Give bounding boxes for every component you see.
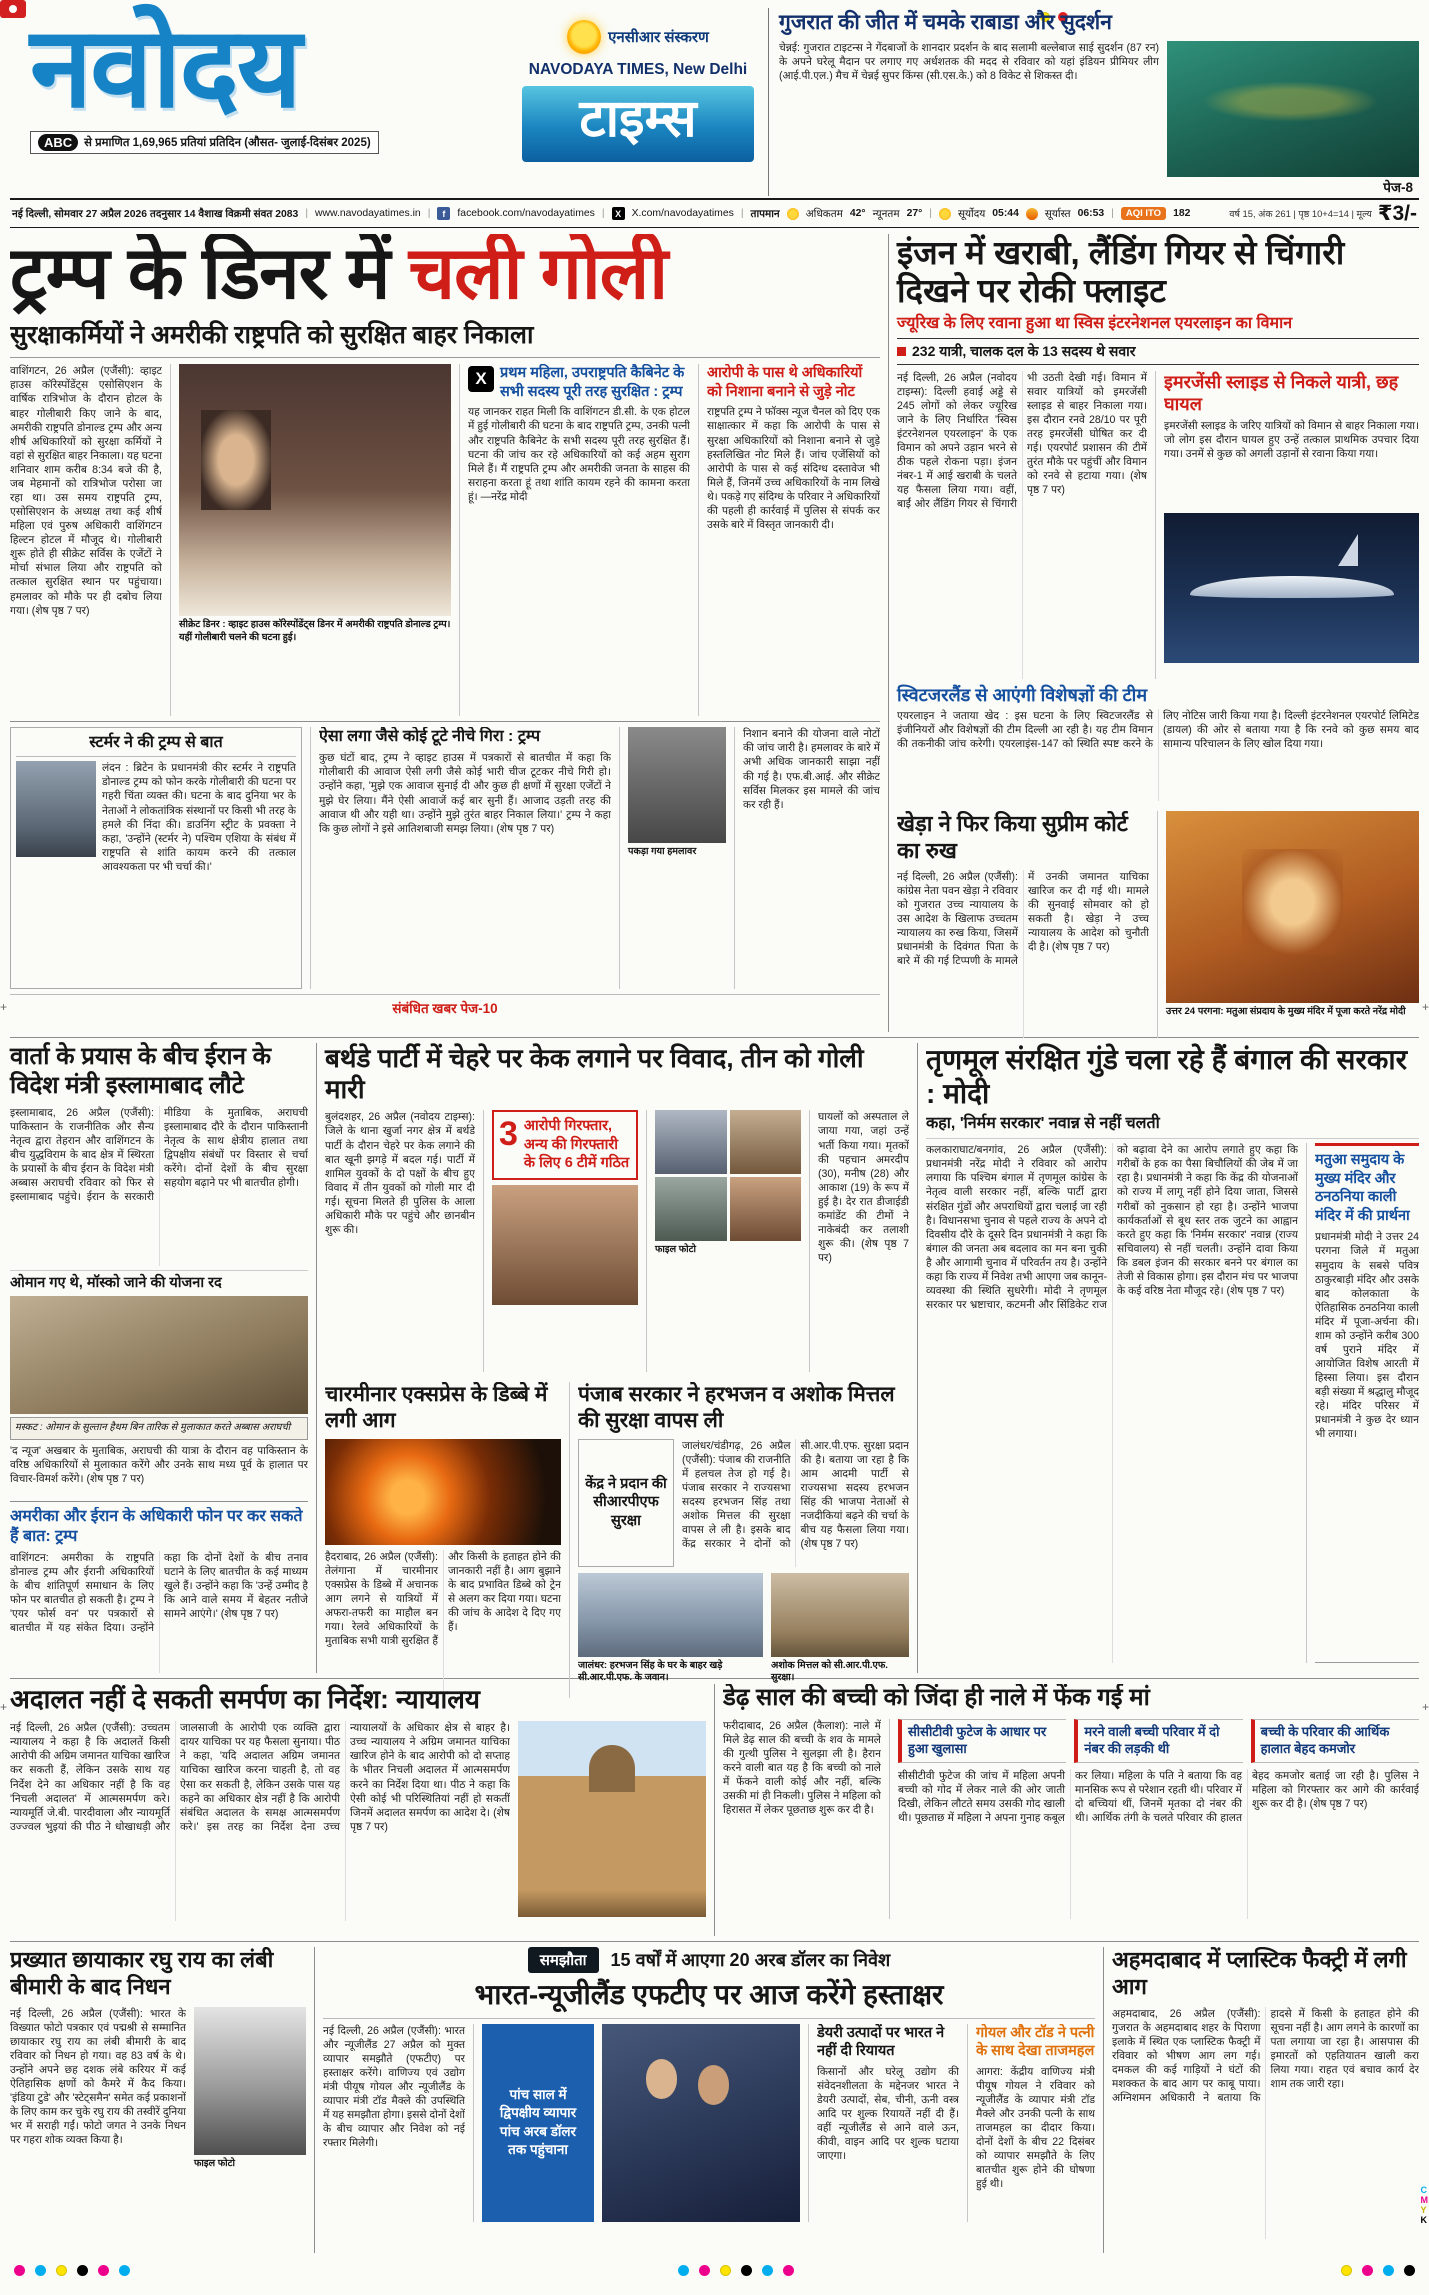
newspaper-logo-times: टाइम्स bbox=[522, 86, 754, 162]
taj-box bbox=[976, 2024, 1095, 2222]
article-body: नई दिल्ली, 26 अप्रैल (एजैंसी): भारत के विख्यात फोटो पत्रकार एवं पद्मश्री से सम्मानित छायाकार रघु राय का लंबी बीमारी के बाद रविवार को निधन हो गया। वह 83 वर्ष के थे। उन्होंने अपने छह दशक लंबे करियर में कई ऐतिहासिक क्षणों को कैमरे में कैद किया। 'इंडिया टुडे' और 'स्टेट्समैन' समेत कई प्रकाशनों के लिए काम कर चुके रघु राय की तस्वीरें दुनिया भर में सराही गईं। फोटो जगत ने उनके निधन पर गहरा शोक व्यक्त किया है। bbox=[10, 2007, 186, 2147]
facebook-icon: f bbox=[437, 207, 450, 220]
right-column bbox=[897, 234, 1419, 1032]
article-headline: इंजन में खराबी, लैंडिंग गियर से चिंगारी दिखने पर रोकी फ्लाइट bbox=[897, 234, 1345, 310]
article-punjab-security bbox=[578, 1382, 909, 1697]
box-body: लंदन : ब्रिटेन के प्रधानमंत्री कीर स्टर्मर ने राष्ट्रपति डोनाल्ड ट्रम्प को फोन करके गोलीबारी की घटना पर गहरी चिंता व्यक्त की। घटना के बाद दुनिया भर के नेताओं ने लोकतांत्रिक संस्थानों पर किसी भी तरह के हमले की निंदा की। डाउनिंग स्ट्रीट के प्रवक्ता ने कहा, 'उन्होंने (स्टर्मर ने) पश्चिम एशिया के संबंध में राष्ट्रपति से शांति कायम करने की तत्काल आवश्यकता पर भी चर्चा की।' bbox=[102, 762, 296, 873]
side-note: निशान बनाने की योजना वाले नोटों की जांच जारी है। हमलावर के बारे में अभी अधिक जानकारी साझा नहीं की गई है। एफ.बी.आई. और सीक्रेट सर्विस मिलकर इस मामले की जांच कर रही हैं। bbox=[743, 728, 880, 811]
box-headline: आरोपी के पास थे अधिकारियों को निशाना बनाने से जुड़े नोट bbox=[707, 365, 863, 400]
airplane-photo bbox=[1164, 513, 1419, 663]
article-body: वाशिंगटन: अमरीका के राष्ट्रपति डोनाल्ड ट्रम्प और ईरानी अधिकारियों के बीच शांतिपूर्ण समाधान के लिए फोन पर बातचीत हो सकती है। ट्रम्प ने 'एयर फोर्स वन' पर पत्रकारों से बातचीत में यह संकेत दिया। उन्होंने कहा कि दोनों देशों के बीच तनाव घटाने के लिए बातचीत के कई माध्यम खुले हैं। उन्होंने कहा कि 'उन्हें उम्मीद है कि आने वाले समय में बेहतर नतीजे सामने आएंगे।' (शेष पृष्ठ 7 पर) bbox=[10, 1551, 308, 1635]
trump-dinner-photo bbox=[179, 364, 451, 616]
edition-label: एनसीआर संस्करण bbox=[608, 29, 709, 46]
registration-dots-right bbox=[1341, 2265, 1415, 2276]
modi-temple-photo bbox=[1166, 811, 1419, 1003]
box-body: इमरजेंसी स्लाइड के जरिए यात्रियों को विमान से बाहर निकाला गया। जो लोग इस दौरान घायल हुए उन्हें तत्काल प्राथमिक उपचार दिया गया। उनमें से कुछ को अगली उड़ानों से रवाना किया गया। bbox=[1164, 419, 1419, 460]
registration-dot bbox=[1383, 2265, 1394, 2276]
article-body: अहमदाबाद, 26 अप्रैल (एजैंसी): गुजरात के अहमदाबाद शहर के पिराणा इलाके में स्थित एक प्लास्टिक फैक्ट्री में रविवार को भीषण आग लग गई। दमकल की कई गाड़ियों ने घंटों की मशक्कत के बाद आग पर काबू पाया। अग्निशमन अधिकारी ने बताया कि हादसे में किसी के हताहत होने की सूचना नहीं है। आग लगने के कारणों का पता लगाया जा रहा है। आसपास की इमारतों को एहतियातन खाली करा लिया गया। राहत एवं बचाव कार्य देर शाम तक जारी रहा। bbox=[1112, 2007, 1419, 2105]
article-headline: अमरीका और ईरान के अधिकारी फोन पर कर सकते हैं बात: ट्रम्प bbox=[10, 1507, 303, 1545]
registration-dot bbox=[119, 2265, 130, 2276]
box-headline: स्टर्मर ने की ट्रम्प से बात bbox=[16, 733, 296, 757]
article-body: इस्लामाबाद, 26 अप्रैल (एजैंसी): पाकिस्तान के राजनीतिक और सैन्य नेतृत्व द्वारा तेहरान और वाशिंगटन के बीच युद्धविराम के बाद क्षेत्र में स्थिरता के प्रयासों के बीच ईरान के विदेश मंत्री अब्बास अराघची रविवार को फिर से इस्लामाबाद पहुंचे। ईरान के सरकारी मीडिया के मुताबिक, अराघची इस्लामाबाद दौरे के दौरान पाकिस्तानी नेतृत्व के साथ क्षेत्रीय हालात तथा द्विपक्षीय संबंधों पर विस्तार से चर्चा करेंगे। दोनों देशों के बीच सुरक्षा सहयोग बढ़ाने पर भी बातचीत होगी। bbox=[10, 1106, 308, 1204]
article-body-cont: 'द न्यूज' अखबार के मुताबिक, अराघची की यात्रा के दौरान वह पाकिस्तान के वरिष्ठ अधिकारियों से मुलाकात करेंगे और उनके साथ मध्य पूर्व के हालात पर विचार-विमर्श करेंगे। (शेष पृष्ठ 7 पर) bbox=[10, 1444, 308, 1486]
article-birthday-shooting bbox=[325, 1043, 909, 1372]
article-train-fire bbox=[325, 1382, 561, 1697]
box-headline: ऐसा लगा जैसे कोई टूटे नीचे गिरा : ट्रम्प bbox=[319, 728, 541, 746]
article-headline: प्रख्यात छायाकार रघु राय का लंबी बीमारी के बाद निधन bbox=[10, 1947, 274, 1999]
registration-dot bbox=[699, 2265, 710, 2276]
newspaper-logo-english: NAVODAYA TIMES, New Delhi bbox=[528, 61, 748, 78]
bottom-section bbox=[10, 1947, 1419, 2253]
article-body-cont: घायलों को अस्पताल ले जाया गया, जहां उन्हें भर्ती किया गया। मृतकों की पहचान अमरदीप (30), मनीष (28) और आकाश (19) के रूप में हुई है। देर रात डीजाईडी कमांडेंट की टीमों ने नाकेबंदी कर तलाशी शुरू की। (शेष पृष्ठ 7 पर) bbox=[818, 1111, 909, 1265]
cmyk-letter: K bbox=[1420, 2215, 1427, 2225]
cricket-photo bbox=[1167, 41, 1419, 177]
article-kheda bbox=[897, 811, 1149, 1038]
fta-topline: 15 वर्षों में आएगा 20 अरब डॉलर का निवेश bbox=[610, 1949, 891, 1970]
article-supreme-court bbox=[10, 1684, 706, 1936]
x-icon: X bbox=[612, 207, 625, 220]
temperature-icon bbox=[787, 208, 799, 220]
court-section bbox=[10, 1684, 1419, 1936]
article-body-cont: सीसीटीवी फुटेज की जांच में महिला अपनी बच्ची को गोद में लेकर नाले की ओर जाती दिखी, लेकिन लौटते समय उसकी गोद खाली थी। पूछताछ में महिला ने अपना गुनाह कबूल कर लिया। महिला के पति ने बताया कि वह मानसिक रूप से परेशान रहती थी। परिवार में दो बच्चियां थीं, जिनमें मृतका दो नंबर की थी। आर्थिक तंगी के चलते परिवार की हालत बेहद कमजोर बताई जा रही है। पुलिस ने महिला को गिरफ्तार कर आगे की कार्रवाई शुरू कर दी है। (शेष पृष्ठ 7 पर) bbox=[898, 1769, 1419, 1824]
arrest-count-box: 3 आरोपी गिरफ्तार, अन्य की गिरफ्तारी के लिए 6 टीमें गठित bbox=[492, 1110, 638, 1180]
sun-icon bbox=[567, 20, 601, 54]
photo-caption: फाइल फोटो bbox=[655, 1244, 696, 1256]
registration-dot bbox=[56, 2265, 67, 2276]
suspect-photo bbox=[655, 1177, 727, 1241]
abc-badge: ABC bbox=[38, 134, 78, 151]
top-news-brief bbox=[768, 8, 1419, 196]
box-headline: प्रथम महिला, उपराष्ट्रपति कैबिनेट के सभी सदस्य पूरी तरह सुरक्षित : ट्रम्प bbox=[500, 365, 685, 400]
modi-sidebar bbox=[1315, 1143, 1419, 1663]
punjab-figure bbox=[578, 1573, 763, 1685]
x-logo-icon: X bbox=[468, 366, 494, 392]
circulation-text: से प्रमाणित 1,69,965 प्रतियां प्रतिदिन (औसत- जुलाई-दिसंबर 2025) bbox=[84, 136, 371, 149]
photo-caption: फाइल फोटो bbox=[194, 2157, 235, 2169]
dairy-box bbox=[817, 2024, 959, 2222]
registration-dot bbox=[35, 2265, 46, 2276]
photo-caption: मस्कट : ओमान के सुल्तान हैथम बिन तारिक से मुलाकात करते अब्बास अराघची bbox=[10, 1417, 308, 1440]
article-subhead: ज्यूरिख के लिए रवाना हुआ था स्विस इंटरनेशनल एयरलाइन का विमान bbox=[897, 314, 1293, 332]
article-body: बुलंदशहर, 26 अप्रैल (नवोदय टाइम्स): जिले के थाना खुर्जा नगर क्षेत्र में बर्थडे पार्टी के दौरान चेहरे पर केक लगाने की बात खूनी झगड़े में बदल गई। पार्टी में शामिल युवकों के दो पक्षों के बीच हुए विवाद में तीन युवकों को गोली मार दी गई। सूचना मिलते ही पुलिस के आला अधिकारी मौके पर पहुंचे और छानबीन शुरू की। bbox=[325, 1111, 475, 1236]
highlight-box: बच्ची के परिवार की आर्थिक हालात बेहद कमजोर bbox=[1251, 1719, 1419, 1763]
facebook-link[interactable]: facebook.com/navodayatimes bbox=[457, 208, 595, 219]
front-page-content bbox=[10, 234, 1419, 2253]
mittal-photo bbox=[771, 1573, 909, 1657]
temp-min-label: न्यूनतम bbox=[872, 208, 900, 220]
article-headline: अहमदाबाद में प्लास्टिक फैक्ट्री में लगी आग bbox=[1112, 1947, 1407, 1999]
price: ₹3/- bbox=[1377, 202, 1417, 225]
main-headline: ट्रम्प के डिनर में चली गोली bbox=[10, 234, 668, 314]
photo-caption: उत्तर 24 परगना: मतुआ संप्रदाय के मुख्य मंदिर में पूजा करते नरेंद्र मोदी bbox=[1166, 1006, 1406, 1018]
registration-dot bbox=[783, 2265, 794, 2276]
raghu-rai-photo bbox=[194, 2007, 306, 2155]
article-body: नई दिल्ली, 26 अप्रैल (एजैंसी): भारत और न्यूजीलैंड 27 अप्रैल को मुक्त व्यापार समझौते (एफटीए) पर हस्ताक्षर करेंगे। वाणिज्य एवं उद्योग मंत्री पीयूष गोयल और न्यूजीलैंड के व्यापार मंत्री टॉड मैक्ले की उपस्थिति में यह समझौता होगा। इससे दोनों देशों के बीच व्यापार और निवेश को नई रफ्तार मिलेगी। bbox=[323, 2024, 465, 2150]
article-body: कलकाराघाट/बनगांव, 26 अप्रैल (एजैंसी): प्रधानमंत्री नरेंद्र मोदी ने रविवार को आरोप लगाया कि पश्चिम बंगाल में तृणमूल कांग्रेस के नेतृत्व वाली सरकार नहीं, बल्कि पार्टी द्वारा संरक्षित गुंडों और अपराधियों द्वारा चलाई जा रही है। विधानसभा चुनाव से पहले राज्य के अपने दो दिवसीय दौरे के दूसरे दिन प्रधानमंत्री ने कहा कि बंगाल की जनता अब बदलाव का मन बना चुकी है और आगामी चुनाव में परिवर्तन तय है। उन्होंने कहा कि राज्य में निवेश तभी आएगा जब कानून-व्यवस्था की स्थिति सुधरेगी। मोदी ने तृणमूल सरकार पर भ्रष्टाचार, कटमनी और सिंडिकेट राज को बढ़ावा देने का आरोप लगाते हुए कहा कि गरीबों के हक का पैसा बिचौलियों की जेब में जा रहा है। प्रधानमंत्री ने कहा कि केंद्र की योजनाओं को राज्य में लागू नहीं होने दिया जाता, जिससे गरीबों को नुकसान हो रहा है। उन्होंने भाजपा कार्यकर्ताओं से बूथ स्तर तक जुटने का आह्वान करते हुए कहा कि 'निर्मम सरकार' नवान्न (राज्य सचिवालय) से नहीं चलती। उन्होंने दावा किया कि डबल इंजन की सरकार बनने पर बंगाल का तेजी से विकास होगा। इस दौरान मंच पर भाजपा के कई वरिष्ठ नेता मौजूद रहे। (शेष पृष्ठ 7 पर) bbox=[926, 1144, 1298, 1312]
article-headline: वार्ता के प्रयास के बीच ईरान के विदेश मंत्री इस्लामाबाद लौटे bbox=[10, 1043, 272, 1099]
article-headline: खेड़ा ने फिर किया सुप्रीम कोर्ट का रुख bbox=[897, 811, 1128, 863]
modi-figure bbox=[1166, 811, 1419, 1038]
registration-dot bbox=[14, 2265, 25, 2276]
fact-strip: 232 यात्री, चालक दल के 13 सदस्य थे सवार bbox=[897, 338, 1419, 365]
brief-headline: गुजरात की जीत में चमके राबाडा और सुदर्शन bbox=[779, 11, 1112, 34]
temp-max-label: अधिकतम bbox=[805, 208, 843, 220]
cmyk-letter: C bbox=[1420, 2185, 1427, 2195]
masthead bbox=[10, 5, 1419, 196]
dateline-bar: नई दिल्ली, सोमवार 27 अप्रैल 2026 तदनुसार 14 वैशाख विक्रमी संवत 2083 | www.navodayatimes.in | f facebook.com/navodayatimes | X X.com/navodayatimes | तापमान अधिकतम 42° न्यूनतम 27° | सूर्योदय 05:44 सूर्यास्त 06:53 | AQI ITO 182 वर्ष 15, अंक 261 | पृष्ठ 10+4=14 | मूल्य ₹3/- bbox=[10, 198, 1419, 228]
box-headline: इमरजेंसी स्लाइड से निकले यात्री, छह घायल bbox=[1164, 371, 1399, 415]
article-headline: बर्थडे पार्टी में चेहरे पर केक लगाने पर विवाद, तीन को गोली मारी bbox=[325, 1043, 864, 1105]
agreement-badge: समझौता bbox=[528, 1947, 599, 1973]
sidebar-body: प्रधानमंत्री मोदी ने उत्तर 24 परगना जिले में मतुआ समुदाय के सबसे पवित्र ठाकुरबाड़ी मंदिर और उसके बाद कोलकाता के ऐतिहासिक ठनठनिया काली मंदिर में पूजा-अर्चना की। शाम को उन्होंने करीब 300 वर्ष पुराने मंदिर में आयोजित विशेष आरती में हिस्सा लिया। इस दौरान बड़ी संख्या में श्रद्धालु मौजूद रहे। मंदिर परिसर में प्रधानमंत्री ने कुछ देर ध्यान भी लगाया। bbox=[1315, 1231, 1419, 1441]
lead-section bbox=[10, 234, 1419, 1032]
highlight-box: मरने वाली बच्ची परिवार में दो नंबर की लड़की थी bbox=[1074, 1719, 1242, 1763]
article-modi-bengal bbox=[926, 1043, 1419, 1673]
temp-max-value: 42° bbox=[849, 208, 866, 219]
photo-caption: जालंधर: हरभजन सिंह के घर के बाहर खड़े सी.आर.पी.एफ. के जवान। bbox=[578, 1659, 723, 1683]
arrest-box-column bbox=[492, 1110, 638, 1372]
lead-photo-figure bbox=[179, 364, 451, 716]
suspect-photo bbox=[730, 1110, 802, 1174]
sub-bold-line: ओमान गए थे, मॉस्को जाने की योजना रद bbox=[10, 1270, 308, 1293]
raghu-figure bbox=[194, 2007, 306, 2245]
drain-right-block bbox=[898, 1719, 1419, 1919]
website-link[interactable]: www.navodayatimes.in bbox=[315, 208, 421, 219]
related-story-reference: संबंधित खबर पेज-10 bbox=[10, 994, 880, 1017]
cmyk-strip bbox=[1421, 2186, 1429, 2225]
photo-caption: सीक्रेट डिनर : व्हाइट हाउस कॉरेस्पोंडेंट्स डिनर में अमरीकी राष्ट्रपति डोनाल्ड ट्रम्प। यहीं गोलीबारी चलने की घटना हुई। bbox=[179, 619, 451, 643]
article-infant-drain bbox=[723, 1684, 1419, 1936]
box-body: राष्ट्रपति ट्रम्प ने फॉक्स न्यूज चैनल को दिए एक साक्षात्कार में कहा कि आरोपी के पास से सुरक्षा अधिकारियों को निशाना बनाने से जुड़े हस्तलिखित नोट मिले हैं। जांच एजेंसियों को आरोपी के पास से कई संदिग्ध दस्तावेज भी मिले हैं, जिनमें उच्च अधिकारियों के नाम लिखे थे। पकड़े गए संदिग्ध के परिवार ने अधिकारियों की पहली ही कार्रवाई में पुलिस से संपर्क कर उसके बारे में विस्तृत जानकारी दी। bbox=[707, 406, 880, 532]
target-box: पांच साल में द्विपक्षीय व्यापार पांच अरब डॉलर तक पहुंचाना bbox=[482, 2024, 594, 2222]
temperature-label: तापमान bbox=[750, 208, 780, 220]
sub-article-body: एयरलाइन ने जताया खेद : इस घटना के लिए स्विटजरलैंड से इंजीनियरों और विशेषज्ञों की टीम दिल्ली आ रही है। यह टीम विमान की तकनीकी जांच करेगी। एयरलाइंस-147 को स्थिति स्पष्ट करने के लिए नोटिस जारी किया गया है। दिल्ली इंटरनेशनल एयरपोर्ट लिमिटेड (डायल) की ओर से बताया गया है कि रनवे को कुछ समय बाद सामान्य परिचालन के लिए खोल दिया गया। bbox=[897, 710, 1419, 751]
article-headline: अदालत नहीं दे सकती समर्पण का निर्देश: न्यायालय bbox=[10, 1684, 480, 1714]
brief-body: चेन्नई: गुजरात टाइटन्स ने गेंदबाजों के शानदार प्रदर्शन के बाद सलामी बल्लेबाज साई सुदर्शन (87 रन) के अपने घरेलू मैदान पर लगाए गए अर्धशतक की मदद से रविवार को यहां इंडियन प्रीमियर लीग (आई.पी.एल.) मैच में चेन्नई सुपर किंग्स (सी.एस.के.) को 8 विकेट से शिकस्त दी। bbox=[779, 41, 1159, 82]
article-iran bbox=[10, 1043, 308, 1496]
notes-box bbox=[707, 364, 880, 716]
iran-column bbox=[10, 1043, 308, 1673]
iran-meeting-photo bbox=[10, 1296, 308, 1414]
registration-dot bbox=[77, 2265, 88, 2276]
middle-section bbox=[10, 1043, 1419, 1683]
main-subhead: सुरक्षाकर्मियों ने अमरीकी राष्ट्रपति को सुरक्षित बाहर निकाला bbox=[10, 317, 880, 358]
article-body: नई दिल्ली, 26 अप्रैल (एजैंसी): कांग्रेस नेता पवन खेड़ा ने रविवार को गुजरात उच्च न्यायालय के उस आदेश के खिलाफ उच्चतम न्यायालय का रुख किया, जिसमें प्रधानमंत्री के दिवंगत पिता के बारे में की गई टिप्पणी के मामले में उनकी जमानत याचिका खारिज कर दी गई थी। मामले की सुनवाई सोमवार को हो सकती है। खेड़ा ने उच्च न्यायालय के आदेश को चुनौती दी है। (शेष पृष्ठ 7 पर) bbox=[897, 870, 1149, 968]
sunset-time: 06:53 bbox=[1077, 208, 1105, 219]
page-reference: पेज-8 bbox=[1383, 180, 1413, 195]
register-mark: + bbox=[0, 1000, 8, 1014]
register-mark: + bbox=[1421, 1700, 1429, 1714]
article-headline: डेढ़ साल की बच्ची को जिंदा ही नाले में फेंक गई मां bbox=[723, 1684, 1150, 1711]
sidebar-headline: मतुआ समुदाय के मुख्य मंदिर और ठनठनिया काली मंदिर में की प्रार्थना bbox=[1315, 1152, 1410, 1224]
box-headline: डेयरी उत्पादों पर भारत ने नहीं दी रियायत bbox=[817, 2024, 945, 2060]
issue-info: वर्ष 15, अंक 261 | पृष्ठ 10+4=14 | मूल्य bbox=[1229, 207, 1372, 219]
article-raghu-rai bbox=[10, 1947, 306, 2253]
abc-certification bbox=[30, 131, 379, 154]
suspect-photos-column bbox=[655, 1110, 801, 1372]
arrest-count: 3 bbox=[499, 1115, 518, 1154]
registration-dot bbox=[741, 2265, 752, 2276]
photo-caption: पकड़ा गया हमलावर bbox=[628, 846, 697, 858]
newspaper-logo-hindi: नवोदय bbox=[30, 5, 300, 130]
article-ahmedabad-fire bbox=[1112, 1947, 1419, 2253]
starmer-photo bbox=[16, 761, 96, 857]
suspect-photo bbox=[730, 1177, 802, 1241]
sunset-icon bbox=[1026, 208, 1038, 220]
fta-topline-row bbox=[323, 1947, 1095, 1973]
box-headline: गोयल और टॉड ने पत्नी के साथ देखा ताजमहल bbox=[976, 2024, 1095, 2060]
registration-dots-center bbox=[678, 2265, 794, 2276]
aqi-value: 182 bbox=[1173, 208, 1191, 219]
article-headline: तृणमूल संरक्षित गुंडे चला रहे हैं बंगाल की सरकार : मोदी bbox=[926, 1044, 1408, 1109]
aqi-badge: AQI ITO bbox=[1121, 207, 1166, 220]
cmyk-letter: M bbox=[1420, 2195, 1428, 2205]
article-body: जालंधर/चंडीगढ़, 26 अप्रैल (एजैंसी): पंजाब की राजनीति में हलचल तेज हो गई है। पंजाब सरकार ने राज्यसभा सदस्य हरभजन सिंह तथा अशोक मित्तल की सुरक्षा वापस ले ली है। इसके बाद केंद्र सरकार ने दोनों को सी.आर.पी.एफ. सुरक्षा प्रदान की है। बताया जा रहा है कि आम आदमी पार्टी से राज्यसभा सदस्य हरभजन सिंह की भाजपा नेताओं से नजदीकियां बढ़ने की चर्चा के बीच यह फैसला लिया गया। (शेष पृष्ठ 7 पर) bbox=[682, 1439, 909, 1551]
print-registration-footer bbox=[10, 2261, 1419, 2279]
article-subhead: कहा, 'निर्मम सरकार' नवान्न से नहीं चलती bbox=[926, 1114, 1419, 1139]
article-body: फरीदाबाद, 26 अप्रैल (कैलाश): नाले में मिले डेढ़ साल की बच्ची के शव के मामले की गुत्थी पुलिस ने सुलझा ली है। हैरान करने वाली बात यह है कि बच्ची को नाले में फेंकने वाली कोई और नहीं, बल्कि उसकी मां ही निकली। पुलिस ने महिला को हिरासत में लेकर पूछताछ शुरू कर दी है। bbox=[723, 1719, 881, 1817]
masthead-logo-block bbox=[10, 5, 508, 196]
flight-right-box bbox=[1164, 371, 1419, 679]
register-mark: + bbox=[1421, 1000, 1429, 1014]
masthead-center bbox=[522, 8, 754, 196]
suspect-photo bbox=[655, 1110, 727, 1174]
article-us-iran-talks bbox=[10, 1507, 308, 1673]
registration-dot bbox=[678, 2265, 689, 2276]
article-body: वाशिंगटन, 26 अप्रैल (एजैंसी): व्हाइट हाउस कॉरेस्पोंडेंट्स एसोसिएशन के वार्षिक रात्रिभोज के दौरान होटल के बाहर गोलीबारी किए जाने के बाद, अमरीकी राष्ट्रपति डोनाल्ड ट्रम्प और अन्य शीर्ष अधिकारियों को सुरक्षा कर्मियों ने वहां से सुरक्षित बाहर निकाला। यह घटना शनिवार शाम करीब 8:34 बजे की है, जब मेहमानों को रात्रिभोज परोसा जा रहा था। उस समय राष्ट्रपति ट्रम्प, एसोसिएशन के अध्यक्ष तथा कई शीर्ष महिला एवं पुरुष अधिकारी वाशिंगटन हिल्टन होटल में मौजूद थे। गोलीबारी शुरू होते ही सीक्रेट सर्विस के एजेंटों ने मोर्चा संभाल लिया और राष्ट्रपति को तत्काल सुरक्षित स्थान पर पहुंचाया। हमलावर को मौके पर ही दबोच लिया गया। (शेष पृष्ठ 7 पर) bbox=[10, 365, 162, 617]
registration-dot bbox=[762, 2265, 773, 2276]
article-headline: चारमीनार एक्सप्रेस के डिब्बे में लगी आग bbox=[325, 1383, 548, 1432]
crpf-box: केंद्र ने प्रदान की सीआरपीएफ सुरक्षा bbox=[578, 1439, 674, 1567]
registration-dots-left bbox=[14, 2265, 130, 2276]
sub-article-headline: स्विटजरलैंड से आएंगी विशेषज्ञों की टीम bbox=[897, 684, 1148, 705]
sunset-label: सूर्यास्त bbox=[1044, 208, 1071, 220]
suspect-photo bbox=[492, 1185, 638, 1305]
article-trump-shooting bbox=[10, 234, 880, 1032]
registration-dot bbox=[1404, 2265, 1415, 2276]
attacker-photo bbox=[628, 727, 726, 843]
highlight-box: सीसीटीवी फुटेज के आधार पर हुआ खुलासा bbox=[898, 1719, 1066, 1763]
box-body: किसानों और घरेलू उद्योग की संवेदनशीलता के मद्देनजर भारत ने डेयरी उत्पादों, सेब, चीनी, ऊनी वस्त्र आदि पर शुल्क रियायतें नहीं दी हैं। वहीं न्यूजीलैंड से आने वाले ऊन, कीवी, वाइन आदि पर शुल्क घटाया जाएगा। bbox=[817, 2065, 959, 2163]
box-body: आगरा: केंद्रीय वाणिज्य मंत्री पीयूष गोयल ने रविवार को न्यूजीलैंड के व्यापार मंत्री टॉड मैक्ले और उनकी पत्नी के साथ ताजमहल का दीदार किया। दोनों देशों के बीच 22 दिसंबर को व्यापार समझौते के लिए बातचीत शुरू होने की घोषणा हुई थी। bbox=[976, 2065, 1095, 2191]
starmer-box bbox=[10, 727, 302, 989]
photo-caption: अशोक मित्तल को सी.आर.पी.एफ. सुरक्षा। bbox=[771, 1659, 888, 1683]
quote-box bbox=[319, 727, 611, 989]
bullet-icon bbox=[897, 347, 906, 356]
sunrise-time: 05:44 bbox=[992, 208, 1019, 219]
ministers-photo bbox=[602, 2024, 800, 2222]
x-link[interactable]: X.com/navodayatimes bbox=[631, 208, 734, 219]
crpf-guard-photo bbox=[578, 1573, 763, 1657]
sunrise-icon bbox=[939, 208, 951, 220]
date-text: नई दिल्ली, सोमवार 27 अप्रैल 2026 तदनुसार 14 वैशाख विक्रमी संवत 2083 bbox=[12, 208, 299, 220]
article-body: नई दिल्ली, 26 अप्रैल (नवोदय टाइम्स): दिल्ली हवाई अड्डे से 245 लोगों को लेकर ज्यूरिख जाने के लिए निर्धारित 'स्विस इंटरनेशनल एयरलाइन' के एक विमान को अपने उड़ान भरने से ठीक पहले रोकना पड़ा। इंजन नंबर-1 में आई खराबी के चलते यह फैसला लिया गया। वहीं, बाईं ओर लैंडिंग गियर से चिंगारी भी उठती देखी गई। विमान में सवार यात्रियों को इमरजेंसी स्लाइड से बाहर निकाला गया। इस दौरान रनवे 28/10 पर पूरी तरह इमरजेंसी घोषित कर दी गई। एयरपोर्ट प्रशासन की टीमें तुरंत मौके पर पहुंचीं और विमान को रनवे से हटाया गया। (शेष पृष्ठ 7 पर) bbox=[897, 371, 1147, 511]
first-lady-box bbox=[468, 364, 690, 716]
cmyk-letter: Y bbox=[1420, 2205, 1427, 2215]
article-fta bbox=[323, 1947, 1095, 2253]
center-column bbox=[325, 1043, 909, 1683]
registration-dot bbox=[98, 2265, 109, 2276]
article-body: नई दिल्ली, 26 अप्रैल (एजैंसी): उच्चतम न्यायालय ने कहा है कि अदालतें किसी आरोपी की अग्रिम जमानत याचिका खारिज कर सकती हैं, लेकिन उसके साथ यह निर्देश देने का अधिकार नहीं है कि वह 'निचली अदालत' में आत्मसमर्पण करे। न्यायमूर्ति जे.बी. पारदीवाला और न्यायमूर्ति उज्ज्वल भुइयां की पीठ ने धोखाधड़ी और जालसाजी के आरोपी एक व्यक्ति द्वारा दायर याचिका पर यह फैसला सुनाया। पीठ ने कहा, 'यदि अदालत अग्रिम जमानत याचिका खारिज करना चाहती है, तो वह ऐसा कर सकती है, लेकिन उसके पास यह कहने का अधिकार क्षेत्र नहीं है कि आरोपी संबंधित अदालत के समक्ष आत्मसमर्पण करे।' इस तरह का निर्देश देना उच्च न्यायालयों के अधिकार क्षेत्र से बाहर है। उच्च न्यायालय ने अग्रिम जमानत याचिका खारिज होने के बाद आरोपी को दो सप्ताह के भीतर निचली अदालत में आत्मसमर्पण करने का निर्देश दिया था। पीठ ने कहा कि ऐसी कोई भी परिस्थितियां नहीं हो सकतीं जिनमें अदालत समर्पण का आदेश दे। (शेष पृष्ठ 7 पर) bbox=[10, 1722, 510, 1833]
temp-min-value: 27° bbox=[906, 208, 923, 219]
box-body: यह जानकर राहत मिली कि वाशिंगटन डी.सी. के एक होटल में हुई गोलीबारी की घटना के बाद राष्ट्रपति ट्रम्प, उनकी पत्नी और राष्ट्रपति कैबिनेट के सभी सदस्य पूरी तरह सुरक्षित हैं। घटना की जांच कर रहे अधिकारियों को कई अहम सुराग मिले हैं। मैं राष्ट्रपति ट्रम्प और अमरीकी जनता के साहस की सराहना करता हूं तथा शांति कायम रहने की कामना करता हूं। —नरेंद्र मोदी bbox=[468, 406, 690, 503]
attacker-figure bbox=[628, 727, 726, 989]
article-body: हैदराबाद, 26 अप्रैल (एजैंसी): तेलंगाना में चारमीनार एक्सप्रेस के डिब्बे में अचानक आग लगने से यात्रियों में अफरा-तफरी का माहौल बन गया। रेलवे अधिकारियों के मुताबिक सभी यात्री सुरक्षित हैं और किसी के हताहत होने की जानकारी नहीं है। आग बुझाने के बाद प्रभावित डिब्बे को ट्रेन से अलग कर दिया गया। घटना की जांच के आदेश दे दिए गए हैं। bbox=[325, 1550, 561, 1648]
supreme-court-photo bbox=[518, 1721, 706, 1917]
train-fire-photo bbox=[325, 1439, 561, 1545]
punjab-figure bbox=[771, 1573, 909, 1685]
registration-dot bbox=[720, 2265, 731, 2276]
register-mark: + bbox=[0, 1700, 8, 1714]
box-body: कुछ घंटों बाद, ट्रम्प ने व्हाइट हाउस में पत्रकारों से बातचीत में कहा कि गोलीबारी की आवाज ऐसी लगी जैसे कोई भारी चीज टूटकर नीचे गिरी हो। उन्होंने कहा, 'मुझे एक आवाज सुनाई दी और कुछ ही क्षणों में सुरक्षा एजेंटों ने मुझे घेर लिया। मैंने ऐसी आवाजें कई बार सुनी हैं। आजाद उड़ती तरह की आवाज थी और यही था। उन्होंने मुझे तुरंत बाहर निकाल लिया।' ट्रम्प ने कहा कि कुछ लोगों ने इसे आतिशबाजी समझ लिया। (शेष पृष्ठ 7 पर) bbox=[319, 752, 611, 835]
registration-dot bbox=[1341, 2265, 1352, 2276]
registration-dot bbox=[1362, 2265, 1373, 2276]
article-flight bbox=[897, 234, 1419, 801]
article-headline: भारत-न्यूजीलैंड एफटीए पर आज करेंगे हस्ताक्षर bbox=[323, 1978, 1095, 2019]
article-headline: पंजाब सरकार ने हरभजन व अशोक मित्तल की सुरक्षा वापस ली bbox=[578, 1383, 895, 1432]
sunrise-label: सूर्योदय bbox=[957, 208, 986, 220]
